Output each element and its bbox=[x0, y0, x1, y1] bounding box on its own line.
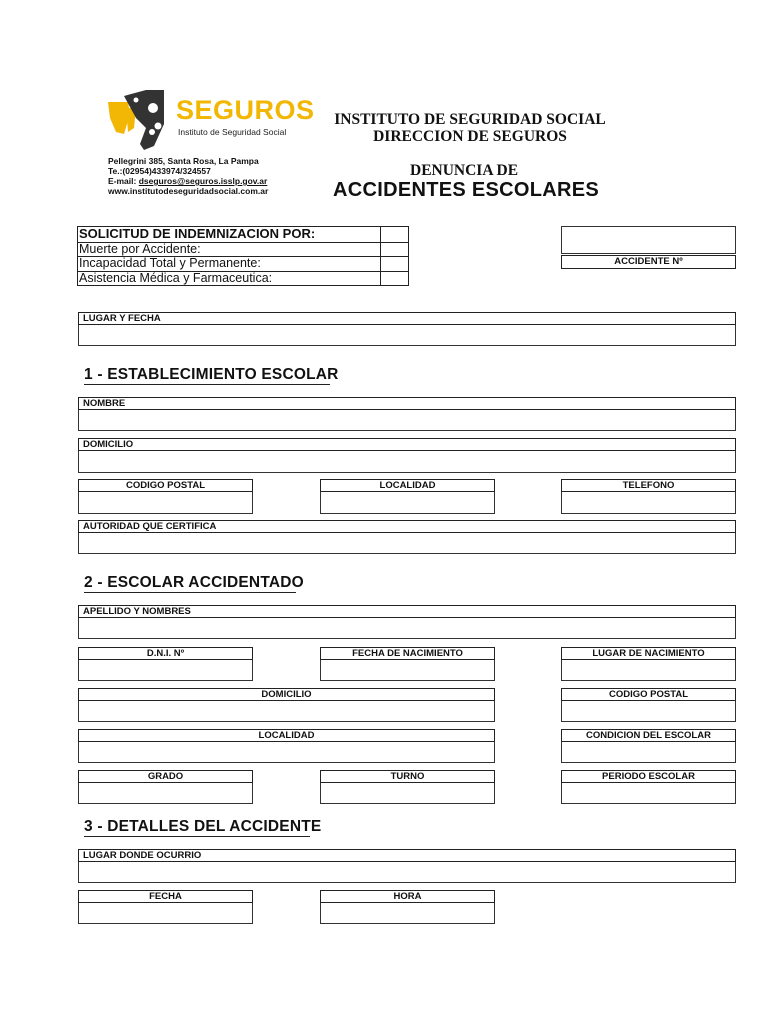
nombre-label: NOMBRE bbox=[78, 397, 736, 410]
grado-label: GRADO bbox=[78, 770, 253, 783]
escolar-codigo-postal-label: CODIGO POSTAL bbox=[561, 688, 736, 701]
page-title: ACCIDENTES ESCOLARES bbox=[333, 179, 600, 201]
direction-title: DIRECCION DE SEGUROS bbox=[373, 128, 567, 145]
lugar-ocurrio-field[interactable] bbox=[78, 849, 736, 883]
establecimiento-codigo-postal-field[interactable] bbox=[78, 479, 253, 514]
solicitud-option-row[interactable] bbox=[78, 271, 408, 286]
fecha-accidente-label: FECHA bbox=[78, 890, 253, 903]
solicitud-table bbox=[77, 226, 409, 286]
dni-field[interactable] bbox=[78, 647, 253, 681]
denuncia-title: DENUNCIA DE bbox=[410, 162, 519, 179]
institute-title: INSTITUTO DE SEGURIDAD SOCIAL bbox=[334, 111, 606, 128]
solicitud-option-muerte: Muerte por Accidente: bbox=[79, 241, 201, 256]
contact-email-row bbox=[108, 176, 267, 187]
autoridad-label: AUTORIDAD QUE CERTIFICA bbox=[78, 520, 736, 533]
establecimiento-telefono-field[interactable] bbox=[561, 479, 736, 514]
hora-accidente-label: HORA bbox=[320, 890, 495, 903]
solicitud-option-row[interactable] bbox=[78, 242, 408, 258]
fecha-nacimiento-field[interactable] bbox=[320, 647, 495, 681]
grado-field[interactable] bbox=[78, 770, 253, 804]
establecimiento-localidad-field[interactable] bbox=[320, 479, 495, 514]
section3-title: 3 - DETALLES DEL ACCIDENTE bbox=[84, 818, 322, 835]
lugar-fecha-field[interactable] bbox=[78, 312, 736, 346]
solicitud-option-asistencia: Asistencia Médica y Farmaceutica: bbox=[79, 270, 273, 285]
contact-email-label: E-mail: bbox=[108, 176, 137, 186]
lugar-nacimiento-field[interactable] bbox=[561, 647, 736, 681]
escolar-domicilio-label: DOMICILIO bbox=[78, 688, 495, 701]
condicion-escolar-label: CONDICION DEL ESCOLAR bbox=[561, 729, 736, 742]
accidente-number-label: ACCIDENTE Nº bbox=[561, 255, 736, 269]
escolar-domicilio-field[interactable] bbox=[78, 688, 495, 722]
logo-brand-text: SEGUROS bbox=[176, 95, 315, 125]
logo-yellow-shape-icon bbox=[108, 102, 130, 134]
section1-title: 1 - ESTABLECIMIENTO ESCOLAR bbox=[84, 366, 339, 383]
apellido-nombres-field[interactable] bbox=[78, 605, 736, 639]
solicitud-option-row[interactable] bbox=[78, 256, 408, 272]
lugar-ocurrio-label: LUGAR DONDE OCURRIO bbox=[78, 849, 736, 862]
lugar-fecha-label: LUGAR Y FECHA bbox=[78, 312, 736, 325]
escolar-localidad-field[interactable] bbox=[78, 729, 495, 763]
solicitud-option-incapacidad: Incapacidad Total y Permanente: bbox=[79, 256, 261, 270]
contact-phone: Te.:(02954)433974/324557 bbox=[108, 166, 211, 176]
telefono-label: TELEFONO bbox=[561, 479, 736, 492]
contact-website[interactable]: www.institutodeseguridadsocial.com.ar bbox=[108, 186, 269, 196]
establecimiento-domicilio-field[interactable] bbox=[78, 438, 736, 473]
contact-email-link[interactable]: dseguros@seguros.isslp.gov.ar bbox=[138, 176, 268, 186]
accidente-number-field[interactable] bbox=[561, 226, 736, 254]
logo-subtitle: Instituto de Seguridad Social bbox=[178, 127, 287, 137]
condicion-escolar-field[interactable] bbox=[561, 729, 736, 763]
localidad-label: LOCALIDAD bbox=[320, 479, 495, 492]
section2-title: 2 - ESCOLAR ACCIDENTADO bbox=[84, 574, 304, 591]
escolar-codigo-postal-field[interactable] bbox=[561, 688, 736, 722]
accidente-number-box[interactable] bbox=[561, 226, 735, 269]
turno-field[interactable] bbox=[320, 770, 495, 804]
lugar-nacimiento-label: LUGAR DE NACIMIENTO bbox=[561, 647, 736, 660]
periodo-escolar-field[interactable] bbox=[561, 770, 736, 804]
solicitud-header-row bbox=[78, 227, 408, 243]
apellido-label: APELLIDO Y NOMBRES bbox=[78, 605, 736, 618]
domicilio-label: DOMICILIO bbox=[78, 438, 736, 451]
solicitud-title: SOLICITUD DE INDEMNIZACION POR: bbox=[79, 226, 316, 241]
autoridad-certifica-field[interactable] bbox=[78, 520, 736, 554]
fecha-nacimiento-label: FECHA DE NACIMIENTO bbox=[320, 647, 495, 660]
turno-label: TURNO bbox=[320, 770, 495, 783]
contact-address: Pellegrini 385, Santa Rosa, La Pampa bbox=[108, 156, 259, 166]
dni-label: D.N.I. Nº bbox=[78, 647, 253, 660]
hora-accidente-field[interactable] bbox=[320, 890, 495, 924]
establecimiento-nombre-field[interactable] bbox=[78, 397, 736, 431]
escolar-localidad-label: LOCALIDAD bbox=[78, 729, 495, 742]
codigo-postal-label: CODIGO POSTAL bbox=[78, 479, 253, 492]
fecha-accidente-field[interactable] bbox=[78, 890, 253, 924]
periodo-escolar-label: PERIODO ESCOLAR bbox=[561, 770, 736, 783]
